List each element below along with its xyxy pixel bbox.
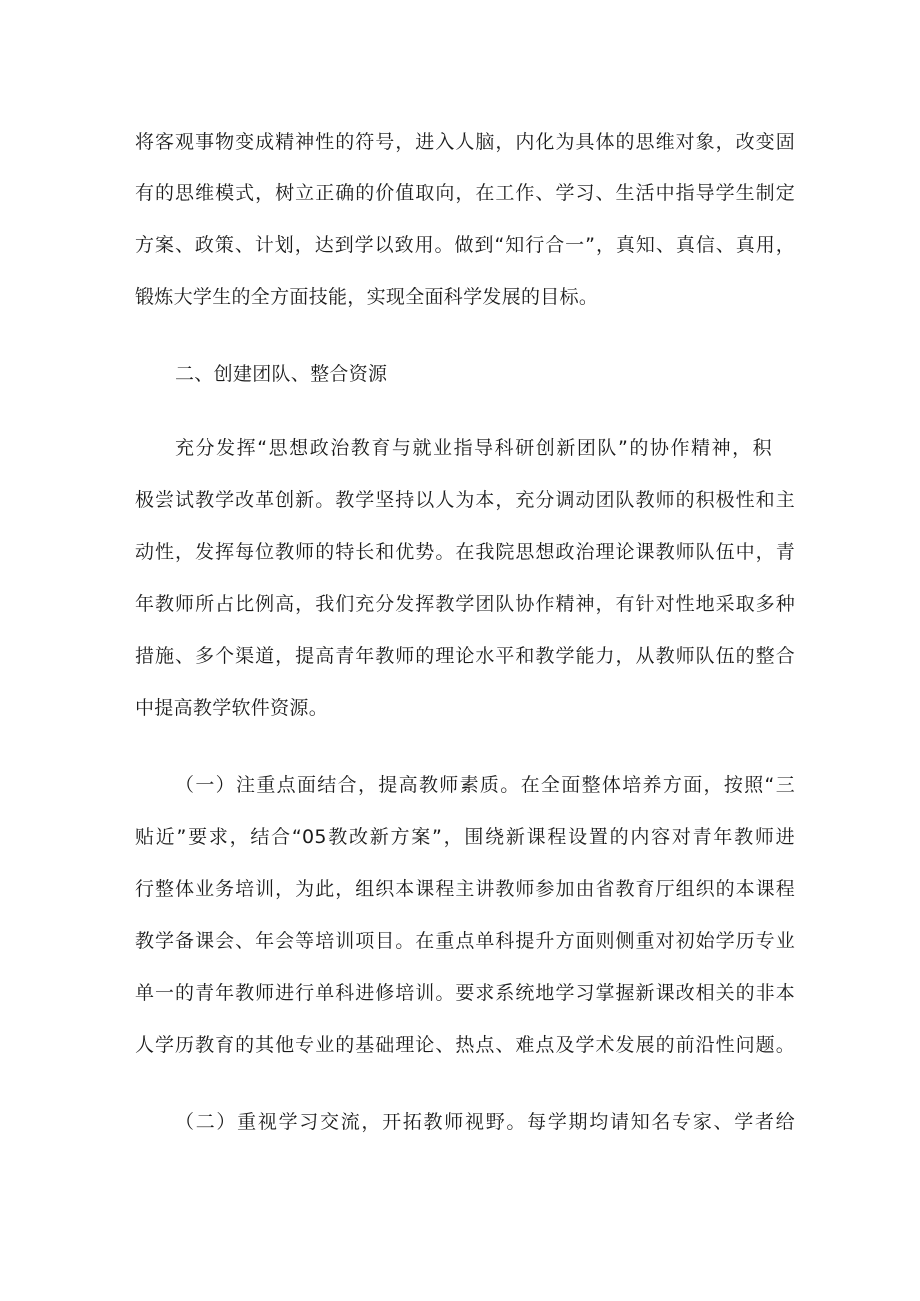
- text-line: 方案、政策、计划，达到学以致用。做到“知行合一”，真知、真信、真用，: [135, 234, 795, 256]
- text-line: 行整体业务培训，为此，组织本课程主讲教师参加由省教育厅组织的本课程: [135, 878, 795, 900]
- text-line: 教学备课会、年会等培训项目。在重点单科提升方面则侧重对初始学历专业: [135, 930, 795, 952]
- text-line: 年教师所占比例高，我们充分发挥教学团队协作精神，有针对性地采取多种: [135, 593, 795, 615]
- section-heading: 二、创建团队、整合资源: [175, 363, 388, 385]
- text-line: （一）注重点面结合，提高教师素质。在全面整体培养方面，按照“三: [175, 774, 795, 796]
- text-line: 极尝试教学改革创新。教学坚持以人为本，充分调动团队教师的积极性和主: [135, 489, 795, 511]
- text-line: 贴近”要求，结合“05教改新方案”，围绕新课程设置的内容对青年教师进: [135, 826, 795, 848]
- text-line: （二）重视学习交流，开拓教师视野。每学期均请知名专家、学者给: [175, 1111, 795, 1133]
- text-line: 中提高教学软件资源。: [135, 697, 329, 719]
- text-line: 锻炼大学生的全方面技能，实现全面科学发展的目标。: [135, 286, 599, 308]
- text-line: 将客观事物变成精神性的符号，进入人脑，内化为具体的思维对象，改变固: [135, 131, 795, 153]
- text-line: 有的思维模式，树立正确的价值取向，在工作、学习、生活中指导学生制定: [135, 182, 795, 204]
- text-line: 动性，发挥每位教师的特长和优势。在我院思想政治理论课教师队伍中，青: [135, 541, 795, 563]
- text-line: 措施、多个渠道，提高青年教师的理论水平和教学能力，从教师队伍的整合: [135, 645, 795, 667]
- text-line: 单一的青年教师进行单科进修培训。要求系统地学习掌握新课改相关的非本: [135, 982, 795, 1004]
- text-line: 人学历教育的其他专业的基础理论、热点、难点及学术发展的前沿性问题。: [135, 1034, 795, 1056]
- text-line: 充分发挥“思想政治教育与就业指导科研创新团队”的协作精神，积: [175, 437, 772, 459]
